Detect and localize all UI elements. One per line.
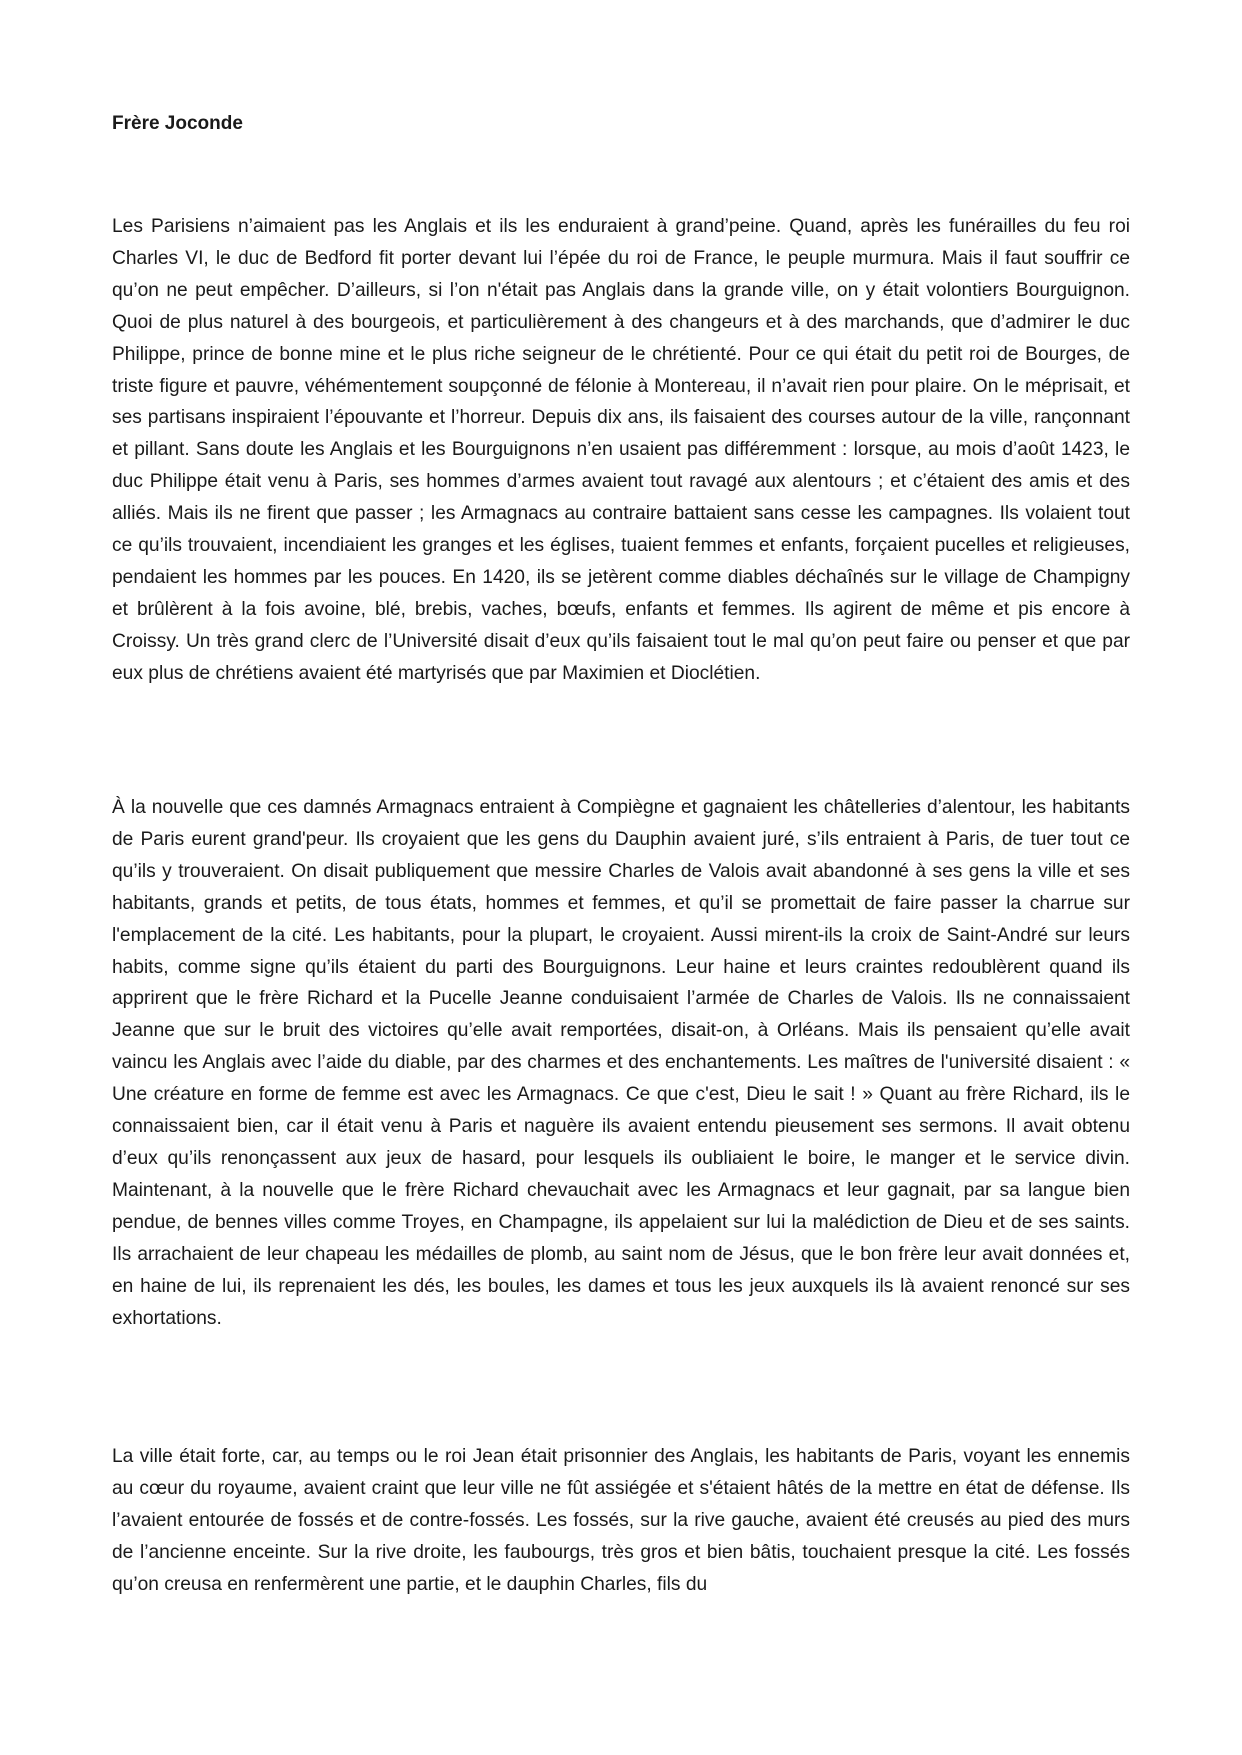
document-title: Frère Joconde (112, 113, 243, 134)
paragraph-3: La ville était forte, car, au temps ou le roi Jean était prisonnier des Anglais, les habitants de Paris, voyant les ennemis au cœur du royaume, avaient craint que leur ville ne fût assiégée et s'étaient hâtés de la mettre en état de défense. Ils l’avaient entourée de fossés et de contre-fossés. Les fossés, sur la rive gauche, avaient été creusés au pied des murs de l’ancienne enceinte. Sur la rive droite, les faubourgs, très gros et bien bâtis, touchaient presque la cité. Les fossés qu’on creusa en renfermèrent une partie, et le dauphin Charles, fils du (112, 1446, 1130, 1595)
paragraph-1: Les Parisiens n’aimaient pas les Anglais et ils les enduraient à grand’peine. Quand, après les funérailles du feu roi Charles VI, le duc de Bedford fit porter devant lui l’épée du roi de France, le peuple murmura. Mais il faut souffrir ce qu’on ne peut empêcher. D’ailleurs, si l’on n'était pas Anglais dans la grande ville, on y était volontiers Bourguignon. Quoi de plus naturel à des bourgeois, et particulièrement à des changeurs et à des marchands, que d’admirer le duc Philippe, prince de bonne mine et le plus riche seigneur de le chrétienté. Pour ce qui était du petit roi de Bourges, de triste figure et pauvre, véhémentement soupçonné de félonie à Montereau, il n’avait rien pour plaire. On le méprisait, et ses partisans inspiraient l’épouvante et l’horreur. Depuis dix ans, ils faisaient des courses autour de la ville, rançonnant et pillant. Sans doute les Anglais et les Bourguignons n’en usaient pas différemment : lorsque, au mois d’août 1423, le duc Philippe était venu à Paris, ses hommes d’armes avaient tout ravagé aux alentours ; et c’étaient des amis et des alliés. Mais ils ne firent que passer ; les Armagnacs au contraire battaient sans cesse les campagnes. Ils volaient tout ce qu’ils trouvaient, incendiaient les granges et les églises, tuaient femmes et enfants, forçaient pucelles et religieuses, pendaient les hommes par les pouces. En 1420, ils se jetèrent comme diables déchaînés sur le village de Champigny et brûlèrent à la fois avoine, blé, brebis, vaches, bœufs, enfants et femmes. Ils agirent de même et pis encore à Croissy. Un très grand clerc de l’Université disait d’eux qu’ils faisaient tout le mal qu’on peut faire ou penser et que par eux plus de chrétiens avaient été martyrisés que par Maximien et Dioclétien. (112, 216, 1130, 684)
paragraph-2: À la nouvelle que ces damnés Armagnacs entraient à Compiègne et gagnaient les châtelleries d’alentour, les habitants de Paris eurent grand'peur. Ils croyaient que les gens du Dauphin avaient juré, s’ils entraient à Paris, de tuer tout ce qu’ils y trouveraient. On disait publiquement que messire Charles de Valois avait abandonné à ses gens la ville et ses habitants, grands et petits, de tous états, hommes et femmes, et qu’il se promettait de faire passer la charrue sur l'emplacement de la cité. Les habitants, pour la plupart, le croyaient. Aussi mirent-ils la croix de Saint-André sur leurs habits, comme signe qu’ils étaient du parti des Bourguignons. Leur haine et leurs craintes redoublèrent quand ils apprirent que le frère Richard et la Pucelle Jeanne conduisaient l’armée de Charles de Valois. Ils ne connaissaient Jeanne que sur le bruit des victoires qu’elle avait remportées, disait-on, à Orléans. Mais ils pensaient qu’elle avait vaincu les Anglais avec l’aide du diable, par des charmes et des enchantements. Les maîtres de l'université disaient : « Une créature en forme de femme est avec les Armagnacs. Ce que c'est, Dieu le sait ! » Quant au frère Richard, ils le connaissaient bien, car il était venu à Paris et naguère ils avaient entendu pieusement ses sermons. Il avait obtenu d’eux qu’ils renonçassent aux jeux de hasard, pour lesquels ils oubliaient le boire, le manger et le service divin. Maintenant, à la nouvelle que le frère Richard chevauchait avec les Armagnacs et leur gagnait, par sa langue bien pendue, de bennes villes comme Troyes, en Champagne, ils appelaient sur lui la malédiction de Dieu et de ses saints. Ils arrachaient de leur chapeau les médailles de plomb, au saint nom de Jésus, que le bon frère leur avait données et, en haine de lui, ils reprenaient les dés, les boules, les dames et tous les jeux auxquels ils là avaient renoncé sur ses exhortations. (112, 797, 1130, 1329)
